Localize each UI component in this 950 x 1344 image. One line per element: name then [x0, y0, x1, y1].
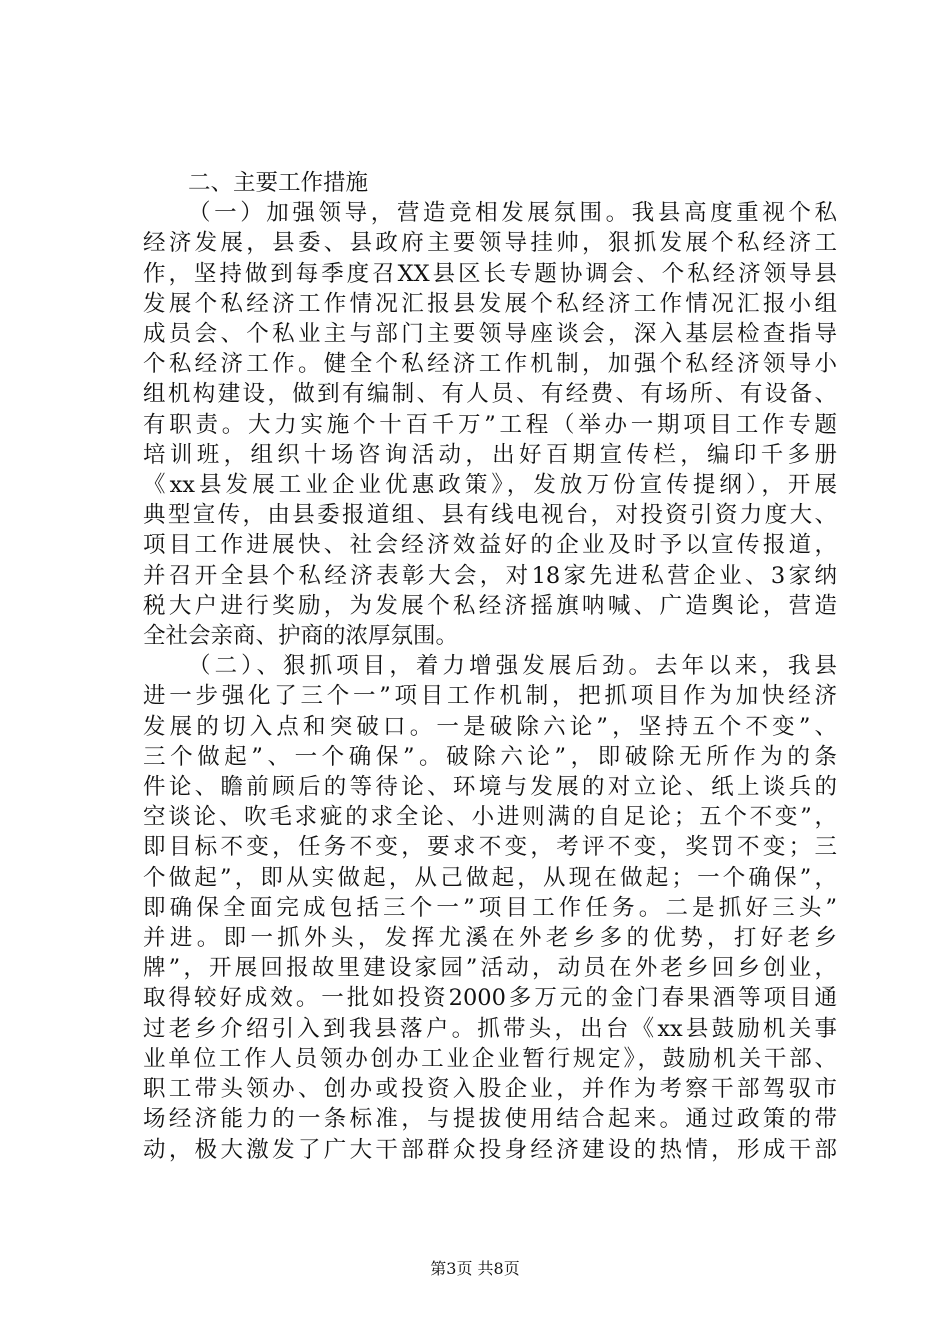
- paragraph-line: 即目标不变，任务不变，要求不变，考评不变，奖罚不变；三: [143, 834, 837, 861]
- paragraph-line: 全社会亲商、护商的浓厚氛围。: [143, 623, 459, 650]
- paragraph-line: 件论、瞻前顾后的等待论、环境与发展的对立论、纸上谈兵的: [143, 774, 837, 801]
- paragraph-line: （一）加强领导，营造竞相发展氛围。我县高度重视个私: [188, 200, 837, 227]
- paragraph-line: 成员会、个私业主与部门主要领导座谈会，深入基层检查指导: [143, 321, 837, 348]
- paragraph-line: 个做起”，即从实做起，从己做起，从现在做起；一个确保”，: [143, 864, 837, 891]
- paragraph-2: [143, 651, 837, 1164]
- paragraph-line: 过老乡介绍引入到我县落户。抓带头，出台《xx县鼓励机关事: [143, 1015, 837, 1042]
- paragraph-line: 作，坚持做到每季度召XX县区长专题协调会、个私经济领导县: [143, 260, 837, 287]
- paragraph-line: 项目工作进展快、社会经济效益好的企业及时予以宣传报道，: [143, 532, 837, 559]
- section-heading: [143, 168, 837, 198]
- paragraph-line: 空谈论、吹毛求疵的求全论、小进则满的自足论；五个不变”，: [143, 804, 837, 831]
- document-body: [143, 168, 837, 1165]
- paragraph-line: 取得较好成效。一批如投资2000多万元的金门春果酒等项目通: [143, 985, 837, 1012]
- paragraph-line: 经济发展，县委、县政府主要领导挂帅，狠抓发展个私经济工: [143, 230, 837, 257]
- paragraph-line: 场经济能力的一条标准，与提拔使用结合起来。通过政策的带: [143, 1106, 837, 1133]
- paragraph-line: 并召开全县个私经济表彰大会，对18家先进私营企业、3家纳: [143, 562, 837, 589]
- paragraph-line: 《xx县发展工业企业优惠政策》，发放万份宣传提纲），开展: [143, 472, 837, 499]
- paragraph-line: 动，极大激发了广大干部群众投身经济建设的热情，形成干部: [143, 1136, 837, 1163]
- section-heading-text: 二、主要工作措施: [188, 170, 369, 196]
- paragraph-line: 培训班，组织十场咨询活动，出好百期宣传栏，编印千多册: [143, 441, 837, 468]
- paragraph-line: 进一步强化了三个一”项目工作机制，把抓项目作为加快经济: [143, 683, 837, 710]
- paragraph-line: （二）、狠抓项目，着力增强发展后劲。去年以来，我县: [188, 653, 837, 680]
- paragraph-line: 三个做起”、一个确保”。破除六论”，即破除无所作为的条: [143, 743, 837, 770]
- paragraph-line: 个私经济工作。健全个私经济工作机制，加强个私经济领导小: [143, 351, 837, 378]
- paragraph-line: 典型宣传，由县委报道组、县有线电视台，对投资引资力度大、: [143, 502, 837, 529]
- paragraph-line: 有职责。大力实施个十百千万”工程（举办一期项目工作专题: [143, 411, 837, 438]
- paragraph-line: 职工带头领办、创办或投资入股企业，并作为考察干部驾驭市: [143, 1076, 837, 1103]
- paragraph-line: 发展个私经济工作情况汇报县发展个私经济工作情况汇报小组: [143, 290, 837, 317]
- paragraph-line: 发展的切入点和突破口。一是破除六论”，坚持五个不变”、: [143, 713, 837, 740]
- page-number-footer: 第3页 共8页: [430, 1259, 520, 1278]
- paragraph-line: 牌”，开展回报故里建设家园”活动，动员在外老乡回乡创业，: [143, 955, 837, 982]
- paragraph-line: 税大户进行奖励，为发展个私经济摇旗呐喊、广造舆论，营造: [143, 592, 837, 619]
- paragraph-line: 并进。即一抓外头，发挥尤溪在外老乡多的优势，打好老乡: [143, 925, 837, 952]
- paragraph-line: 即确保全面完成包括三个一”项目工作任务。二是抓好三头”: [143, 894, 837, 921]
- paragraph-line: 组机构建设，做到有编制、有人员、有经费、有场所、有设备、: [143, 381, 837, 408]
- paragraph-line: 业单位工作人员领办创办工业企业暂行规定》，鼓励机关干部、: [143, 1045, 837, 1072]
- paragraph-1: [143, 198, 837, 651]
